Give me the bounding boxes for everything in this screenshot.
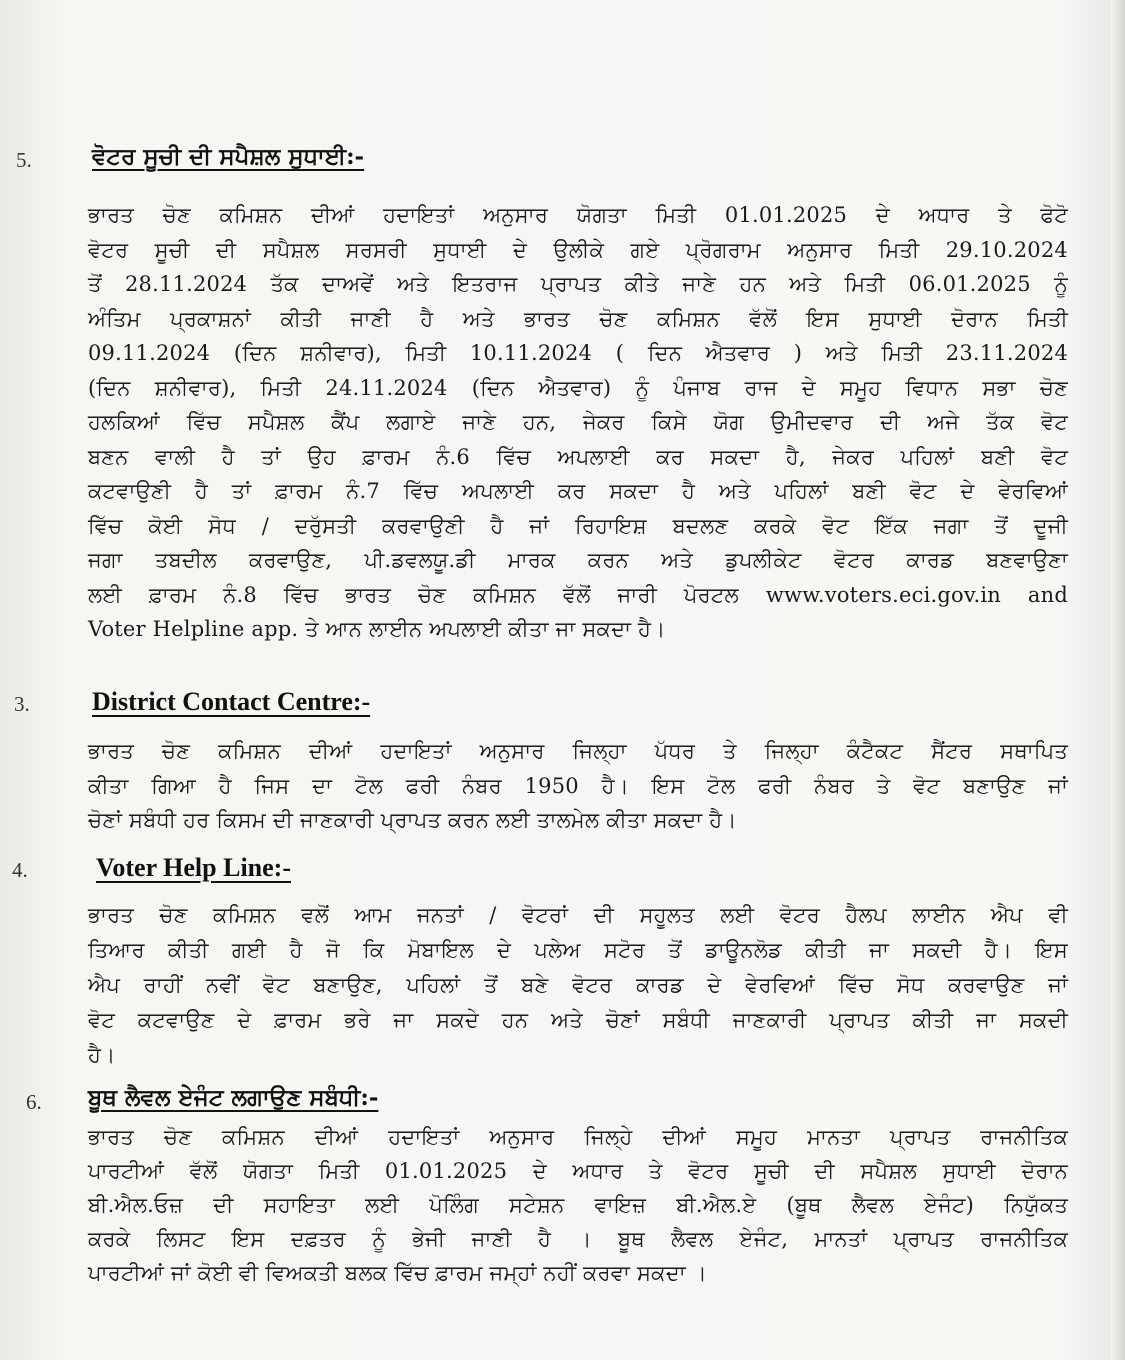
text-line: ਪਾਰਟੀਆਂ ਜਾਂ ਕੋਈ ਵੀ ਵਿਅਕਤੀ ਬਲਕ ਵਿੱਚ ਫ਼ਾਰਮ ਜਮ੍ਹਾਂ ਨਹੀਂ ਕਰਵਾ ਸਕਦਾ । [88,1261,708,1285]
text-line: ਹਲਕਿਆਂ ਵਿੱਚ ਸਪੈਸ਼ਲ ਕੈਂਪ ਲਗਾਏ ਜਾਣੇ ਹਨ, ਜੇਕਰ ਕਿਸੇ ਯੋਗ ਉਮੀਦਵਾਰ ਦੀ ਅਜੇ ਤੱਕ ਵੋਟ [88,410,1068,434]
text-line: ਅੰਤਿਮ ਪ੍ਰਕਾਸ਼ਨਾਂ ਕੀਤੀ ਜਾਣੀ ਹੈ ਅਤੇ ਭਾਰਤ ਚੋਣ ਕਮਿਸ਼ਨ ਵੱਲੋਂ ਇਸ ਸੁਧਾਈ ਦੋਰਾਨ ਮਿਤੀ [88,306,1068,331]
section-heading-voter-list-special-revision: ਵੋਟਰ ਸੂਚੀ ਦੀ ਸਪੈਸ਼ਲ ਸੁਧਾਈ:- [92,143,365,170]
text-line: ਕਟਵਾਉਣੀ ਹੈ ਤਾਂ ਫ਼ਾਰਮ ਨੰ.7 ਵਿੱਚ ਅਪਲਾਈ ਕਰ ਸਕਦਾ ਹੈ ਅਤੇ ਪਹਿਲਾਂ ਬਣੀ ਵੋਟ ਦੇ ਵੇਰਵਿਆਂ [88,479,1068,503]
text-line: ਚੋਣਾਂ ਸਬੰਧੀ ਹਰ ਕਿਸਮ ਦੀ ਜਾਣਕਾਰੀ ਪ੍ਰਾਪਤ ਕਰਨ ਲਈ ਤਾਲਮੇਲ ਕੀਤਾ ਸਕਦਾ ਹੈ। [88,808,737,832]
section-body-booth-level-agent [88,1120,1068,1290]
section-body-district-contact-centre [88,734,1068,838]
text-line: (ਦਿਨ ਸ਼ਨੀਵਾਰ), ਮਿਤੀ 24.11.2024 (ਦਿਨ ਐਤਵਾਰ) ਨੂੰ ਪੰਜਾਬ ਰਾਜ ਦੇ ਸਮੂਹ ਵਿਧਾਨ ਸਭਾ ਚੋਣ [88,375,1068,400]
text-line: ਬੀ.ਐਲ.ਓਜ਼ ਦੀ ਸਹਾਇਤਾ ਲਈ ਪੋਲਿੰਗ ਸਟੇਸ਼ਨ ਵਾਇਜ਼ ਬੀ.ਐਲ.ਏ (ਬੂਥ ਲੈਵਲ ਏਜੰਟ) ਨਿਯੁੱਕਤ [88,1193,1068,1217]
section-number: 5. [16,148,32,172]
text-line: ਭਾਰਤ ਚੋਣ ਕਮਿਸ਼ਨ ਦੀਆਂ ਹਦਾਇਤਾਂ ਅਨੁਸਾਰ ਜਿਲ੍ਹੇ ਦੀਆਂ ਸਮੂਹ ਮਾਨਤਾ ਪ੍ਰਾਪਤ ਰਾਜਨੀਤਿਕ [88,1125,1068,1149]
text-line: ਵਿੱਚ ਕੋਈ ਸੋਧ / ਦਰੁੱਸਤੀ ਕਰਵਾਉਣੀ ਹੈ ਜਾਂ ਰਿਹਾਇਸ਼ ਬਦਲਣ ਕਰਕੇ ਵੋਟ ਇੱਕ ਜਗਾ ਤੋਂ ਦੂਜੀ [88,513,1068,538]
text-line: ਵੋਟ ਕਟਵਾਉਣ ਦੇ ਫ਼ਾਰਮ ਭਰੇ ਜਾ ਸਕਦੇ ਹਨ ਅਤੇ ਚੋਣਾਂ ਸਬੰਧੀ ਜਾਣਕਾਰੀ ਪ੍ਰਾਪਤ ਕੀਤੀ ਜਾ ਸਕਦੀ [88,1008,1068,1032]
section-heading-voter-help-line: Voter Help Line:- [96,853,291,882]
text-line: ਤੋਂ 28.11.2024 ਤੱਕ ਦਾਅਵੇਂ ਅਤੇ ਇਤਰਾਜ ਪ੍ਰਾਪਤ ਕੀਤੇ ਜਾਣੇ ਹਨ ਅਤੇ ਮਿਤੀ 06.01.2025 ਨੂੰ [88,272,1068,296]
text-line: ਵੋਟਰ ਸੂਚੀ ਦੀ ਸਪੈਸ਼ਲ ਸਰਸਰੀ ਸੁਧਾਈ ਦੇ ਉਲੀਕੇ ਗਏ ਪ੍ਰੋਗਰਾਮ ਅਨੁਸਾਰ ਮਿਤੀ 29.10.2024 [88,237,1068,262]
text-line: ਤਿਆਰ ਕੀਤੀ ਗਈ ਹੈ ਜੋ ਕਿ ਮੋਬਾਇਲ ਦੇ ਪਲੇਅ ਸਟੋਰ ਤੋਂ ਡਾਊਨਲੋਡ ਕੀਤੀ ਜਾ ਸਕਦੀ ਹੈ। ਇਸ [88,938,1068,962]
text-line: ਭਾਰਤ ਚੋਣ ਕਮਿਸ਼ਨ ਵਲੋਂ ਆਮ ਜਨਤਾਂ / ਵੋਟਰਾਂ ਦੀ ਸਹੂਲਤ ਲਈ ਵੋਟਰ ਹੈਲਪ ਲਾਈਨ ਐਪ ਵੀ [88,903,1068,927]
text-line: ਕਰਕੇ ਲਿਸਟ ਇਸ ਦਫ਼ਤਰ ਨੂੰ ਭੇਜੀ ਜਾਣੀ ਹੈ । ਬੂਥ ਲੈਵਲ ਏਜੰਟ, ਮਾਨਤਾਂ ਪ੍ਰਾਪਤ ਰਾਜਨੀਤਿਕ [88,1227,1068,1251]
text-line: Voter Helpline app. ਤੇ ਆਨ ਲਾਈਨ ਅਪਲਾਈ ਕੀਤਾ ਜਾ ਸਕਦਾ ਹੈ। [88,617,666,641]
page-edge-shadow [1111,0,1125,1360]
section-heading-district-contact-centre: District Contact Centre:- [92,687,371,716]
section-heading-booth-level-agent: ਬੂਥ ਲੈਵਲ ਏਜੰਟ ਲਗਾਉਣ ਸਬੰਧੀ:- [88,1084,379,1111]
text-line: ਹੈ। [88,1043,116,1067]
text-line: ਭਾਰਤ ਚੋਣ ਕਮਿਸ਼ਨ ਦੀਆਂ ਹਦਾਇਤਾਂ ਅਨੁਸਾਰ ਜਿਲ੍ਹਾ ਪੱਧਰ ਤੇ ਜਿਲ੍ਹਾ ਕੰਟੈਕਟ ਸੈਂਟਰ ਸਥਾਪਿਤ [88,739,1068,763]
section-number: 6. [26,1090,42,1114]
text-line: ਲਈ ਫ਼ਾਰਮ ਨੰ.8 ਵਿੱਚ ਭਾਰਤ ਚੋਣ ਕਮਿਸ਼ਨ ਵੱਲੋਂ ਜਾਰੀ ਪੋਰਟਲ www.voters.eci.gov.in and [88,582,1068,607]
text-line: ਬਣਨ ਵਾਲੀ ਹੈ ਤਾਂ ਉਹ ਫ਼ਾਰਮ ਨੰ.6 ਵਿੱਚ ਅਪਲਾਈ ਕਰ ਸਕਦਾ ਹੈ, ਜੇਕਰ ਪਹਿਲਾਂ ਬਣੀ ਵੋਟ [88,444,1068,469]
text-line: ਜਗਾ ਤਬਦੀਲ ਕਰਵਾਉਣ, ਪੀ.ਡਵਲਯੂ.ਡੀ ਮਾਰਕ ਕਰਨ ਅਤੇ ਡੁਪਲੀਕੇਟ ਵੋਟਰ ਕਾਰਡ ਬਣਵਾਉਣਾ [88,548,1068,572]
text-line: ਭਾਰਤ ਚੋਣ ਕਮਿਸ਼ਨ ਦੀਆਂ ਹਦਾਇਤਾਂ ਅਨੁਸਾਰ ਯੋਗਤਾ ਮਿਤੀ 01.01.2025 ਦੇ ਅਧਾਰ ਤੇ ਫੋਟੋ [88,203,1068,227]
text-line: ਕੀਤਾ ਗਿਆ ਹੈ ਜਿਸ ਦਾ ਟੋਲ ਫਰੀ ਨੰਬਰ 1950 ਹੈ। ਇਸ ਟੋਲ ਫਰੀ ਨੰਬਰ ਤੇ ਵੋਟ ਬਣਾਉਣ ਜਾਂ [88,773,1068,798]
section-body-voter-help-line [88,898,1068,1073]
section-body-voter-list-special-revision [88,198,1068,647]
text-line: ਪਾਰਟੀਆਂ ਵੱਲੋਂ ਯੋਗਤਾ ਮਿਤੀ 01.01.2025 ਦੇ ਅਧਾਰ ਤੇ ਵੋਟਰ ਸੂਚੀ ਦੀ ਸਪੈਸ਼ਲ ਸੁਧਾਈ ਦੋਰਾਨ [88,1159,1068,1183]
section-number: 3. [14,692,30,716]
text-line: ਐਪ ਰਾਹੀਂ ਨਵੀਂ ਵੋਟ ਬਣਾਉਣ, ਪਹਿਲਾਂ ਤੋਂ ਬਣੇ ਵੋਟਰ ਕਾਰਡ ਦੇ ਵੇਰਵਿਆਂ ਵਿੱਚ ਸੋਧ ਕਰਵਾਉਣ ਜਾਂ [88,973,1068,997]
section-number: 4. [12,858,28,882]
text-line: 09.11.2024 (ਦਿਨ ਸ਼ਨੀਵਾਰ), ਮਿਤੀ 10.11.2024 ( ਦਿਨ ਐਤਵਾਰ ) ਅਤੇ ਮਿਤੀ 23.11.2024 [88,341,1068,365]
